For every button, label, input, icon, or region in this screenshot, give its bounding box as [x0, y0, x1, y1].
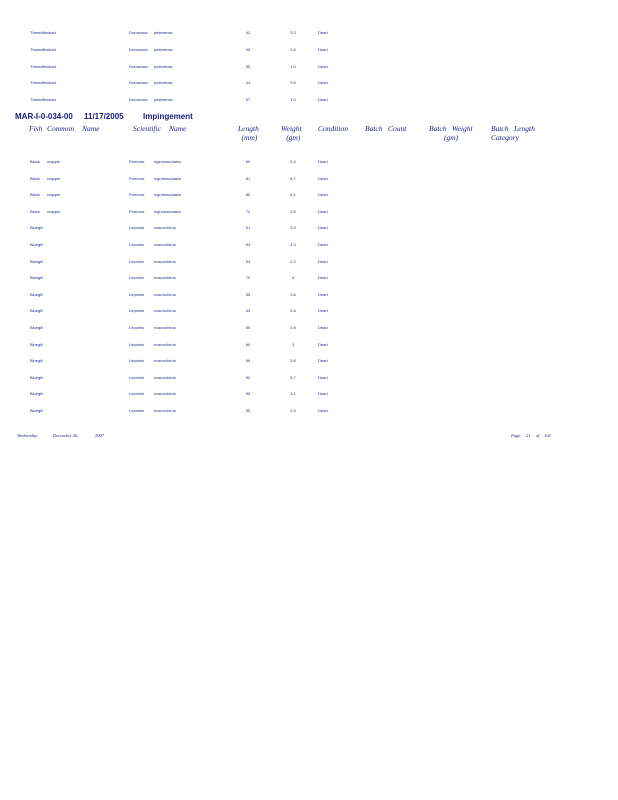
scientific-name-2: petenense	[154, 97, 173, 103]
common-name-1: Threadfin	[30, 30, 47, 35]
col-category: Category	[491, 133, 519, 142]
weight-value: 5.1	[290, 192, 296, 198]
weight-value: 3.8	[290, 291, 296, 297]
table-row	[0, 241, 618, 249]
length-value: 44	[245, 80, 251, 86]
condition-value: Dead	[318, 408, 328, 413]
col-weight-unit: (gm)	[286, 133, 301, 142]
scientific-name-1: Lepomis	[129, 258, 145, 264]
condition-value: Dead	[318, 175, 328, 181]
col-condition: Condition	[318, 124, 349, 133]
col-weight-label: Weight	[281, 124, 302, 133]
table-row	[0, 191, 618, 199]
table-row	[0, 175, 618, 183]
table-row	[0, 208, 618, 216]
col-count: Count	[388, 124, 407, 133]
length-value: 60	[245, 341, 251, 347]
table-row	[0, 407, 618, 415]
col-common: Common	[47, 124, 75, 133]
common-name-2: shad	[47, 63, 56, 69]
col-name-2: Name	[169, 124, 187, 133]
col-length-label: Length	[238, 124, 259, 133]
scientific-name-1: Lepomis	[129, 242, 145, 247]
length-value: 61	[245, 175, 251, 181]
col-batch-1: Batch	[365, 124, 383, 133]
length-value: 45	[245, 46, 251, 52]
condition-value: Dead	[318, 46, 328, 52]
scientific-name-2: petenense	[154, 46, 173, 52]
common-name-1: Bluegill	[30, 242, 43, 247]
common-name-2: crappie	[47, 192, 61, 198]
condition-value: Dead	[318, 275, 328, 281]
weight-value: 4	[291, 275, 295, 281]
weight-value: 4.1	[290, 391, 296, 397]
col-batch-2-label: Batch	[429, 124, 447, 133]
scientific-name-1: Dorosoma	[129, 80, 148, 86]
weight-value: 2.2	[290, 258, 296, 264]
scientific-name-1: Lepomis	[129, 325, 145, 330]
length-value: 55	[245, 63, 251, 69]
length-value: 55	[245, 408, 251, 413]
weight-value: 3.3	[290, 225, 296, 231]
weight-value: 5.3	[290, 308, 296, 314]
table-row	[0, 96, 618, 104]
common-name-1: Bluegill	[30, 391, 43, 397]
length-value: 55	[245, 291, 251, 297]
col-scientific: Scientific	[133, 124, 161, 133]
sample-date: 11/17/2005	[84, 112, 124, 121]
condition-value: Dead	[318, 80, 328, 86]
table-row	[0, 224, 618, 232]
weight-value: 4.3	[290, 242, 296, 247]
table-row	[0, 374, 618, 382]
common-name-1: Black	[30, 175, 40, 181]
weight-value: 3.5	[290, 208, 296, 214]
footer-year: 2007	[95, 433, 104, 438]
table-row	[0, 258, 618, 266]
length-value: 54	[245, 242, 251, 247]
section-header	[0, 111, 618, 123]
table-row	[0, 158, 618, 166]
sample-type: Impingement	[143, 112, 193, 121]
scientific-name-1: Lepomis	[129, 374, 145, 380]
condition-value: Dead	[318, 208, 328, 214]
table-row	[0, 324, 618, 332]
common-name-1: Bluegill	[30, 341, 43, 347]
col-weight-2	[444, 124, 473, 142]
scientific-name-2: macrochirus	[154, 325, 176, 330]
scientific-name-2: nigromaculatus	[154, 208, 182, 214]
weight-value: 2.4	[290, 159, 296, 164]
weight-value: 3.8	[290, 358, 296, 364]
common-name-1: Bluegill	[30, 374, 43, 380]
scientific-name-2: nigromaculatus	[154, 192, 182, 198]
scientific-name-2: macrochirus	[154, 358, 176, 364]
scientific-name-2: macrochirus	[154, 275, 176, 281]
scientific-name-2: macrochirus	[154, 291, 176, 297]
table-row	[0, 341, 618, 349]
condition-value: Dead	[318, 192, 328, 198]
common-name-1: Bluegill	[30, 225, 43, 231]
length-value: 42	[245, 30, 251, 35]
condition-value: Dead	[318, 159, 328, 164]
col-weight-2-label: Weight	[452, 124, 473, 133]
scientific-name-1: Lepomis	[129, 358, 145, 364]
common-name-1: Black	[30, 192, 40, 198]
condition-value: Dead	[318, 325, 328, 330]
table-row	[0, 307, 618, 315]
col-batch-3-label: Batch	[491, 124, 509, 133]
common-name-2: shad	[47, 46, 56, 52]
scientific-name-1: Pomoxis	[129, 159, 145, 164]
weight-value: 3.5	[290, 80, 296, 86]
weight-value: 3	[291, 341, 295, 347]
table-row	[0, 291, 618, 299]
common-name-1: Bluegill	[30, 291, 43, 297]
common-name-2: crappie	[47, 208, 61, 214]
length-value: 60	[245, 159, 251, 164]
scientific-name-2: macrochirus	[154, 341, 176, 347]
scientific-name-2: macrochirus	[154, 391, 176, 397]
scientific-name-1: Dorosoma	[129, 30, 148, 35]
footer-page-number: 21	[526, 433, 531, 438]
weight-value: 1.0	[290, 63, 296, 69]
col-length-unit: (mm)	[241, 133, 258, 142]
length-value: 54	[245, 258, 251, 264]
scientific-name-2: macrochirus	[154, 374, 176, 380]
length-value: 57	[245, 97, 251, 103]
table-row	[0, 46, 618, 54]
scientific-name-2: petenense	[154, 63, 173, 69]
length-value: 70	[245, 275, 251, 281]
scientific-name-1: Dorosoma	[129, 97, 148, 103]
table-row	[0, 29, 618, 37]
common-name-1: Black	[30, 159, 40, 164]
col-batch-2	[429, 124, 447, 133]
footer-day: Wednesday,	[17, 433, 38, 438]
scientific-name-1: Lepomis	[129, 341, 145, 347]
weight-value: 1.0	[290, 97, 296, 103]
weight-value: 3.3	[290, 30, 296, 35]
col-length-2: Length	[514, 124, 535, 133]
common-name-2: shad	[47, 97, 56, 103]
common-name-1: Bluegill	[30, 258, 43, 264]
footer-of-label: of	[536, 433, 540, 438]
weight-value: 2.5	[290, 408, 296, 413]
condition-value: Dead	[318, 374, 328, 380]
condition-value: Dead	[318, 341, 328, 347]
scientific-name-2: petenense	[154, 30, 173, 35]
scientific-name-1: Lepomis	[129, 308, 145, 314]
common-name-1: Threadfin	[30, 63, 47, 69]
condition-value: Dead	[318, 225, 328, 231]
col-fish: Fish	[29, 124, 43, 133]
scientific-name-1: Lepomis	[129, 275, 145, 281]
length-value: 50	[245, 325, 251, 330]
length-value: 51	[245, 225, 251, 231]
footer-date: December 26,	[53, 433, 79, 438]
table-row	[0, 274, 618, 282]
table-row	[0, 79, 618, 87]
scientific-name-2: macrochirus	[154, 242, 176, 247]
scientific-name-2: macrochirus	[154, 258, 176, 264]
common-name-1: Threadfin	[30, 46, 47, 52]
length-value: 55	[245, 358, 251, 364]
common-name-1: Bluegill	[30, 325, 43, 330]
scientific-name-2: macrochirus	[154, 225, 176, 231]
table-row	[0, 63, 618, 71]
col-batch-3	[491, 124, 509, 133]
common-name-2: shad	[47, 30, 56, 35]
common-name-1: Black	[30, 208, 40, 214]
common-name-1: Bluegill	[30, 358, 43, 364]
condition-value: Dead	[318, 97, 328, 103]
scientific-name-1: Dorosoma	[129, 63, 148, 69]
scientific-name-2: nigromaculatus	[154, 175, 182, 181]
length-value: 52	[245, 374, 251, 380]
condition-value: Dead	[318, 358, 328, 364]
scientific-name-1: Pomoxis	[129, 192, 145, 198]
scientific-name-1: Lepomis	[129, 408, 145, 413]
common-name-2: shad	[47, 80, 56, 86]
common-name-1: Bluegill	[30, 308, 43, 314]
station-id: MAR-I-0-034-00	[15, 112, 73, 121]
col-weight-2-unit: (gm)	[444, 133, 459, 142]
scientific-name-1: Pomoxis	[129, 175, 145, 181]
condition-value: Dead	[318, 258, 328, 264]
scientific-name-1: Lepomis	[129, 225, 145, 231]
condition-value: Dead	[318, 30, 328, 35]
column-headers	[0, 124, 618, 146]
col-weight	[281, 124, 302, 142]
scientific-name-2: petenense	[154, 80, 173, 86]
common-name-1: Bluegill	[30, 275, 43, 281]
condition-value: Dead	[318, 391, 328, 397]
length-value: 60	[245, 192, 251, 198]
condition-value: Dead	[318, 308, 328, 314]
condition-value: Dead	[318, 63, 328, 69]
common-name-1: Bluegill	[30, 408, 43, 413]
length-value: 72	[245, 208, 251, 214]
scientific-name-1: Pomoxis	[129, 208, 145, 214]
weight-value: 5.7	[290, 374, 296, 380]
length-value: 55	[245, 391, 251, 397]
common-name-1: Threadfin	[30, 80, 47, 86]
common-name-2: crappie	[47, 159, 61, 164]
scientific-name-2: macrochirus	[154, 408, 176, 413]
scientific-name-1: Lepomis	[129, 291, 145, 297]
table-row	[0, 357, 618, 365]
scientific-name-1: Dorosoma	[129, 46, 148, 52]
page-footer	[0, 431, 618, 441]
common-name-2: crappie	[47, 175, 61, 181]
col-name-1: Name	[82, 124, 100, 133]
table-row	[0, 390, 618, 398]
footer-page-total: 102	[544, 433, 551, 438]
length-value: 43	[245, 308, 251, 314]
common-name-1: Threadfin	[30, 97, 47, 103]
weight-value: 3.5	[290, 46, 296, 52]
condition-value: Dead	[318, 291, 328, 297]
footer-page-label: Page	[511, 433, 521, 438]
weight-value: 5.7	[290, 175, 296, 181]
scientific-name-2: macrochirus	[154, 308, 176, 314]
condition-value: Dead	[318, 242, 328, 247]
weight-value: 2.8	[290, 325, 296, 330]
scientific-name-2: nigromaculatus	[154, 159, 182, 164]
scientific-name-1: Lepomis	[129, 391, 145, 397]
col-length	[238, 124, 259, 142]
